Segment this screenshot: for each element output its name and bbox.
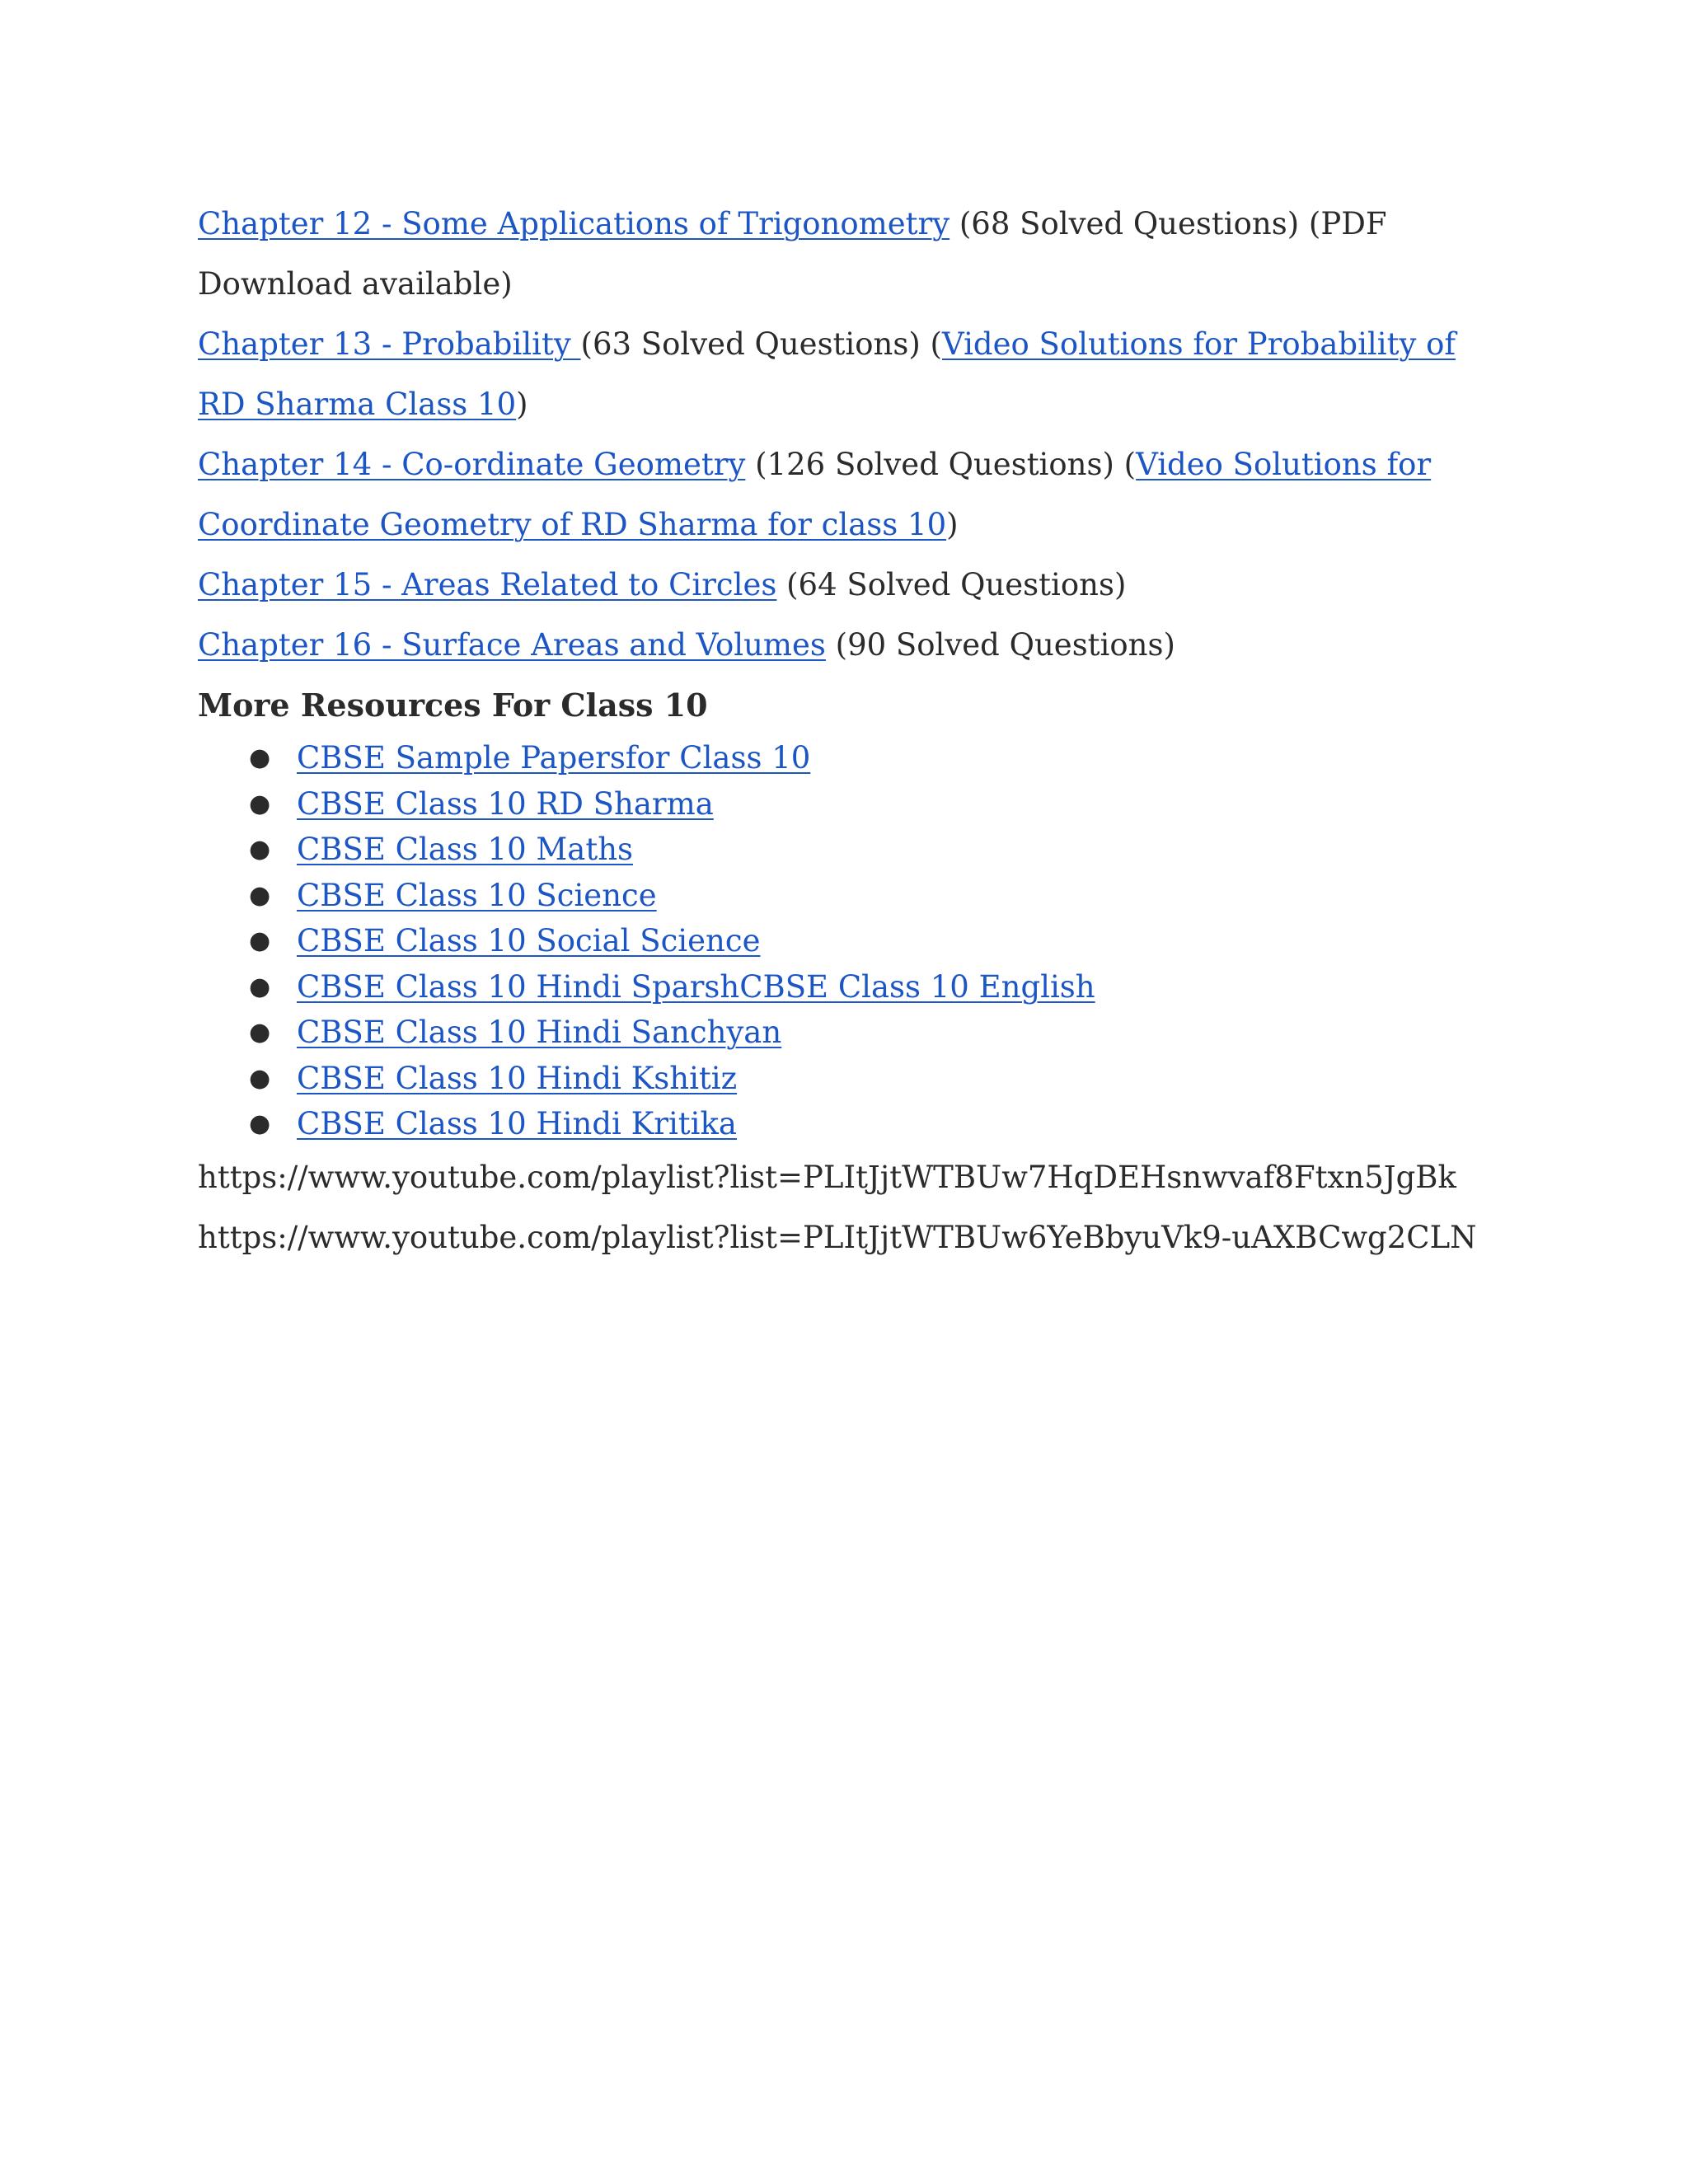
resource-link-maths[interactable]: CBSE Class 10 Maths: [297, 832, 634, 867]
resource-link-science[interactable]: CBSE Class 10 Science: [297, 877, 657, 913]
chapter-14-entry: [198, 434, 1500, 555]
chapter-14-close-paren: ): [946, 507, 959, 542]
bullet-icon: ●: [249, 972, 271, 1001]
chapter-12-details: (68 Solved Questions) (PDF Download available): [198, 206, 1387, 302]
list-item: [198, 918, 1500, 964]
more-resources-heading: More Resources For Class 10: [198, 687, 708, 724]
list-item: [198, 1010, 1500, 1056]
bullet-icon: ●: [249, 789, 271, 818]
list-item: [198, 1101, 1500, 1147]
playlist-url-2: https://www.youtube.com/playlist?list=PLItJjtWTBUw6YeBbyuVk9-uAXBCwg2CLN: [198, 1219, 1477, 1255]
chapter-12-link[interactable]: Chapter 12 - Some Applications of Trigonometry: [198, 206, 950, 241]
chapter-13-details: (63 Solved Questions) (: [580, 326, 942, 362]
resource-link-sample-papers[interactable]: CBSE Sample Papersfor Class 10: [297, 740, 811, 776]
list-item: [198, 781, 1500, 827]
playlist-url-1: https://www.youtube.com/playlist?list=PLItJjtWTBUw7HqDEHsnwvaf8Ftxn5JgBk: [198, 1159, 1456, 1195]
chapter-14-video-link[interactable]: Video Solutions for Coordinate Geometry of RD Sharma for class 10: [198, 447, 1432, 542]
chapter-16-entry: [198, 615, 1500, 675]
list-item: [198, 735, 1500, 781]
chapter-16-link[interactable]: Chapter 16 - Surface Areas and Volumes: [198, 627, 826, 663]
list-item: [198, 1056, 1500, 1102]
chapter-13-entry: [198, 314, 1500, 434]
chapter-13-close-paren: ): [516, 387, 528, 422]
chapter-12-entry: [198, 194, 1500, 314]
resource-link-hindi-sparsh-english[interactable]: CBSE Class 10 Hindi SparshCBSE Class 10 English: [297, 968, 1095, 1005]
chapter-14-details: (126 Solved Questions) (: [745, 447, 1137, 482]
bullet-icon: ●: [249, 1109, 271, 1138]
document-page: [198, 194, 1500, 1268]
chapter-13-link[interactable]: Chapter 13 - Probability: [198, 326, 581, 362]
list-item: [198, 827, 1500, 873]
resource-link-hindi-kritika[interactable]: CBSE Class 10 Hindi Kritika: [297, 1106, 737, 1141]
bullet-icon: ●: [249, 880, 271, 910]
bullet-icon: ●: [249, 1018, 271, 1047]
resources-list: [198, 735, 1500, 1147]
bullet-icon: ●: [249, 835, 271, 864]
chapter-13-video-link[interactable]: Video Solutions for Probability of RD Sharma Class 10: [198, 326, 1456, 422]
chapter-15-link[interactable]: Chapter 15 - Areas Related to Circles: [198, 567, 777, 602]
resource-link-hindi-kshitiz[interactable]: CBSE Class 10 Hindi Kshitiz: [297, 1060, 738, 1096]
list-item: [198, 873, 1500, 919]
resource-link-hindi-sanchyan[interactable]: CBSE Class 10 Hindi Sanchyan: [297, 1015, 782, 1050]
chapter-15-entry: [198, 555, 1500, 615]
resource-link-social-science[interactable]: CBSE Class 10 Social Science: [297, 923, 761, 958]
chapter-15-details: (64 Solved Questions): [776, 567, 1127, 602]
resource-link-rd-sharma[interactable]: CBSE Class 10 RD Sharma: [297, 785, 714, 822]
list-item: [198, 964, 1500, 1010]
chapter-16-details: (90 Solved Questions): [825, 627, 1175, 663]
bullet-icon: ●: [249, 1063, 271, 1093]
bullet-icon: ●: [249, 743, 271, 772]
chapter-14-link[interactable]: Chapter 14 - Co-ordinate Geometry: [198, 447, 746, 482]
bullet-icon: ●: [249, 926, 271, 955]
